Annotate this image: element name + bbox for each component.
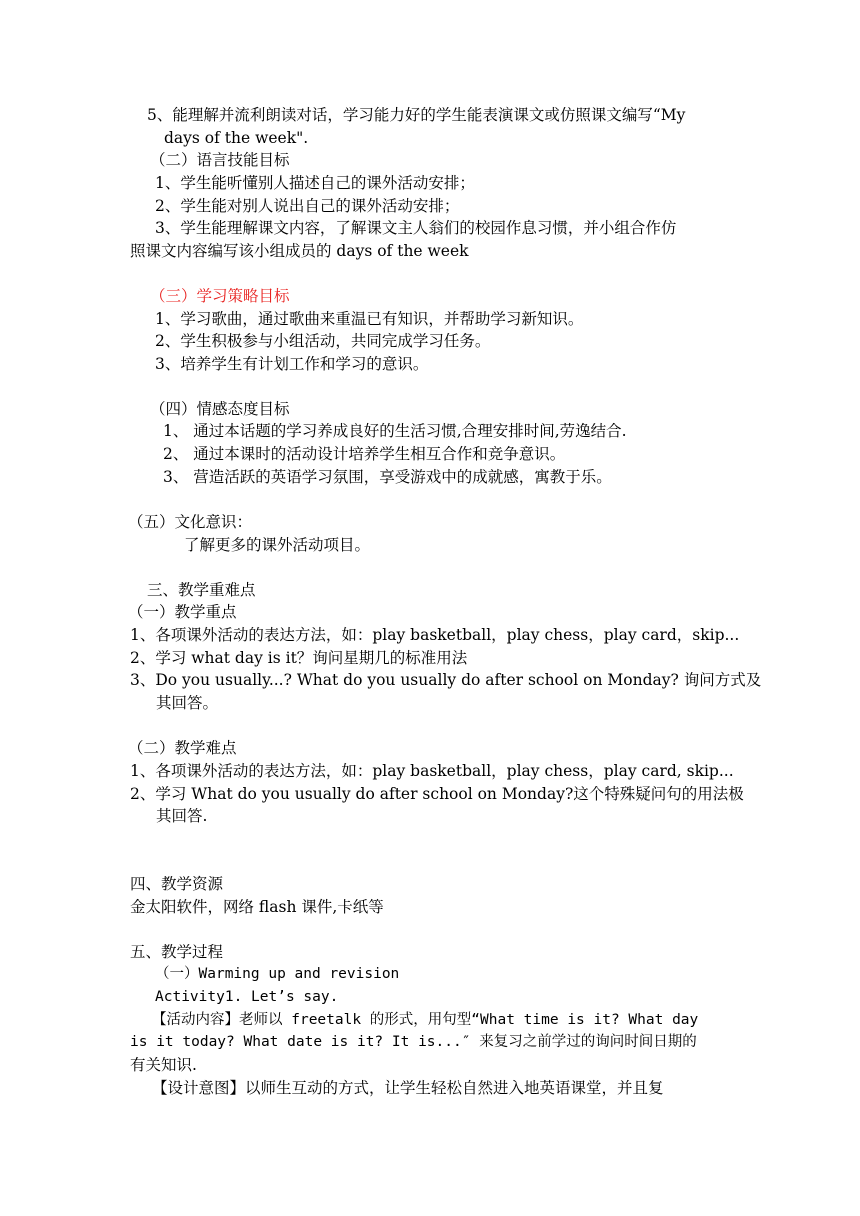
focus-item-3-cont: 其回答。	[156, 694, 219, 712]
process-section-1: （一）Warming up and revision	[155, 966, 400, 982]
affect-item-2: 2、 通过本课时的活动设计培养学生相互合作和竞争意识。	[163, 445, 566, 463]
culture-heading: （五）文化意识：	[128, 513, 253, 531]
strategy-item-2: 2、学生积极参与小组活动，共同完成学习任务。	[155, 332, 491, 350]
focus-heading: （一）教学重点	[128, 603, 237, 621]
difficulty-heading: （二）教学难点	[128, 739, 237, 757]
activity-1-title: Activity1. Let’s say.	[155, 989, 339, 1005]
process-heading: 五、教学过程	[130, 943, 224, 961]
objective-item-5-cont: days of the week".	[164, 129, 309, 147]
focus-item-2: 2、学习 what day is it？询问星期几的标准用法	[130, 649, 468, 667]
resources-heading: 四、教学资源	[130, 875, 224, 893]
difficulty-item-1: 1、各项课外活动的表达方法，如：play basketball，play chess，play card, skip...	[130, 762, 734, 780]
focus-item-1: 1、各项课外活动的表达方法，如：play basketball，play chess，play card，skip...	[130, 626, 740, 644]
skills-item-3-cont: 照课文内容编写该小组成员的 days of the week	[130, 242, 469, 260]
difficulty-item-2-cont: 其回答.	[156, 807, 208, 825]
difficulty-item-2: 2、学习 What do you usually do after school on Monday?这个特殊疑问句的用法极	[130, 785, 744, 803]
objective-item-5: 5、能理解并流利朗读对话，学习能力好的学生能表演课文或仿照课文编写“My	[147, 106, 686, 124]
strategy-item-3: 3、培养学生有计划工作和学习的意识。	[155, 355, 429, 373]
strategy-item-1: 1、学习歌曲，通过歌曲来重温已有知识，并帮助学习新知识。	[155, 310, 584, 328]
affect-heading: （四）情感态度目标	[150, 400, 290, 418]
design-intent-line-1: 【设计意图】以师生互动的方式，让学生轻松自然进入地英语课堂，并且复	[152, 1079, 664, 1097]
activity-content-line-2: is it today? What date is it? It is...″ 来复习之前学过的询问时间日期的	[130, 1034, 697, 1050]
key-points-heading: 三、教学重难点	[147, 581, 256, 599]
skills-item-2: 2、学生能对别人说出自己的课外活动安排；	[155, 197, 460, 215]
focus-item-3: 3、Do you usually...? What do you usually do after school on Monday? 询问方式及	[130, 671, 762, 689]
strategy-heading: （三）学习策略目标	[150, 287, 290, 305]
activity-content-line-1: 【活动内容】老师以 freetalk 的形式，用句型“What time is it? What day	[152, 1012, 699, 1028]
skills-heading: （二）语言技能目标	[150, 151, 290, 169]
affect-item-3: 3、 营造活跃的英语学习氛围，享受游戏中的成就感，寓教于乐。	[163, 468, 612, 486]
affect-item-1: 1、 通过本话题的学习养成良好的生活习惯,合理安排时间,劳逸结合.	[163, 422, 627, 440]
activity-content-line-3: 有关知识.	[130, 1056, 197, 1074]
skills-item-3: 3、学生能理解课文内容，了解课文主人翁们的校园作息习惯，并小组合作仿	[155, 219, 677, 237]
skills-item-1: 1、学生能听懂别人描述自己的课外活动安排；	[155, 174, 475, 192]
culture-text: 了解更多的课外活动项目。	[184, 536, 371, 554]
resources-text: 金太阳软件，网络 flash 课件,卡纸等	[130, 898, 384, 916]
